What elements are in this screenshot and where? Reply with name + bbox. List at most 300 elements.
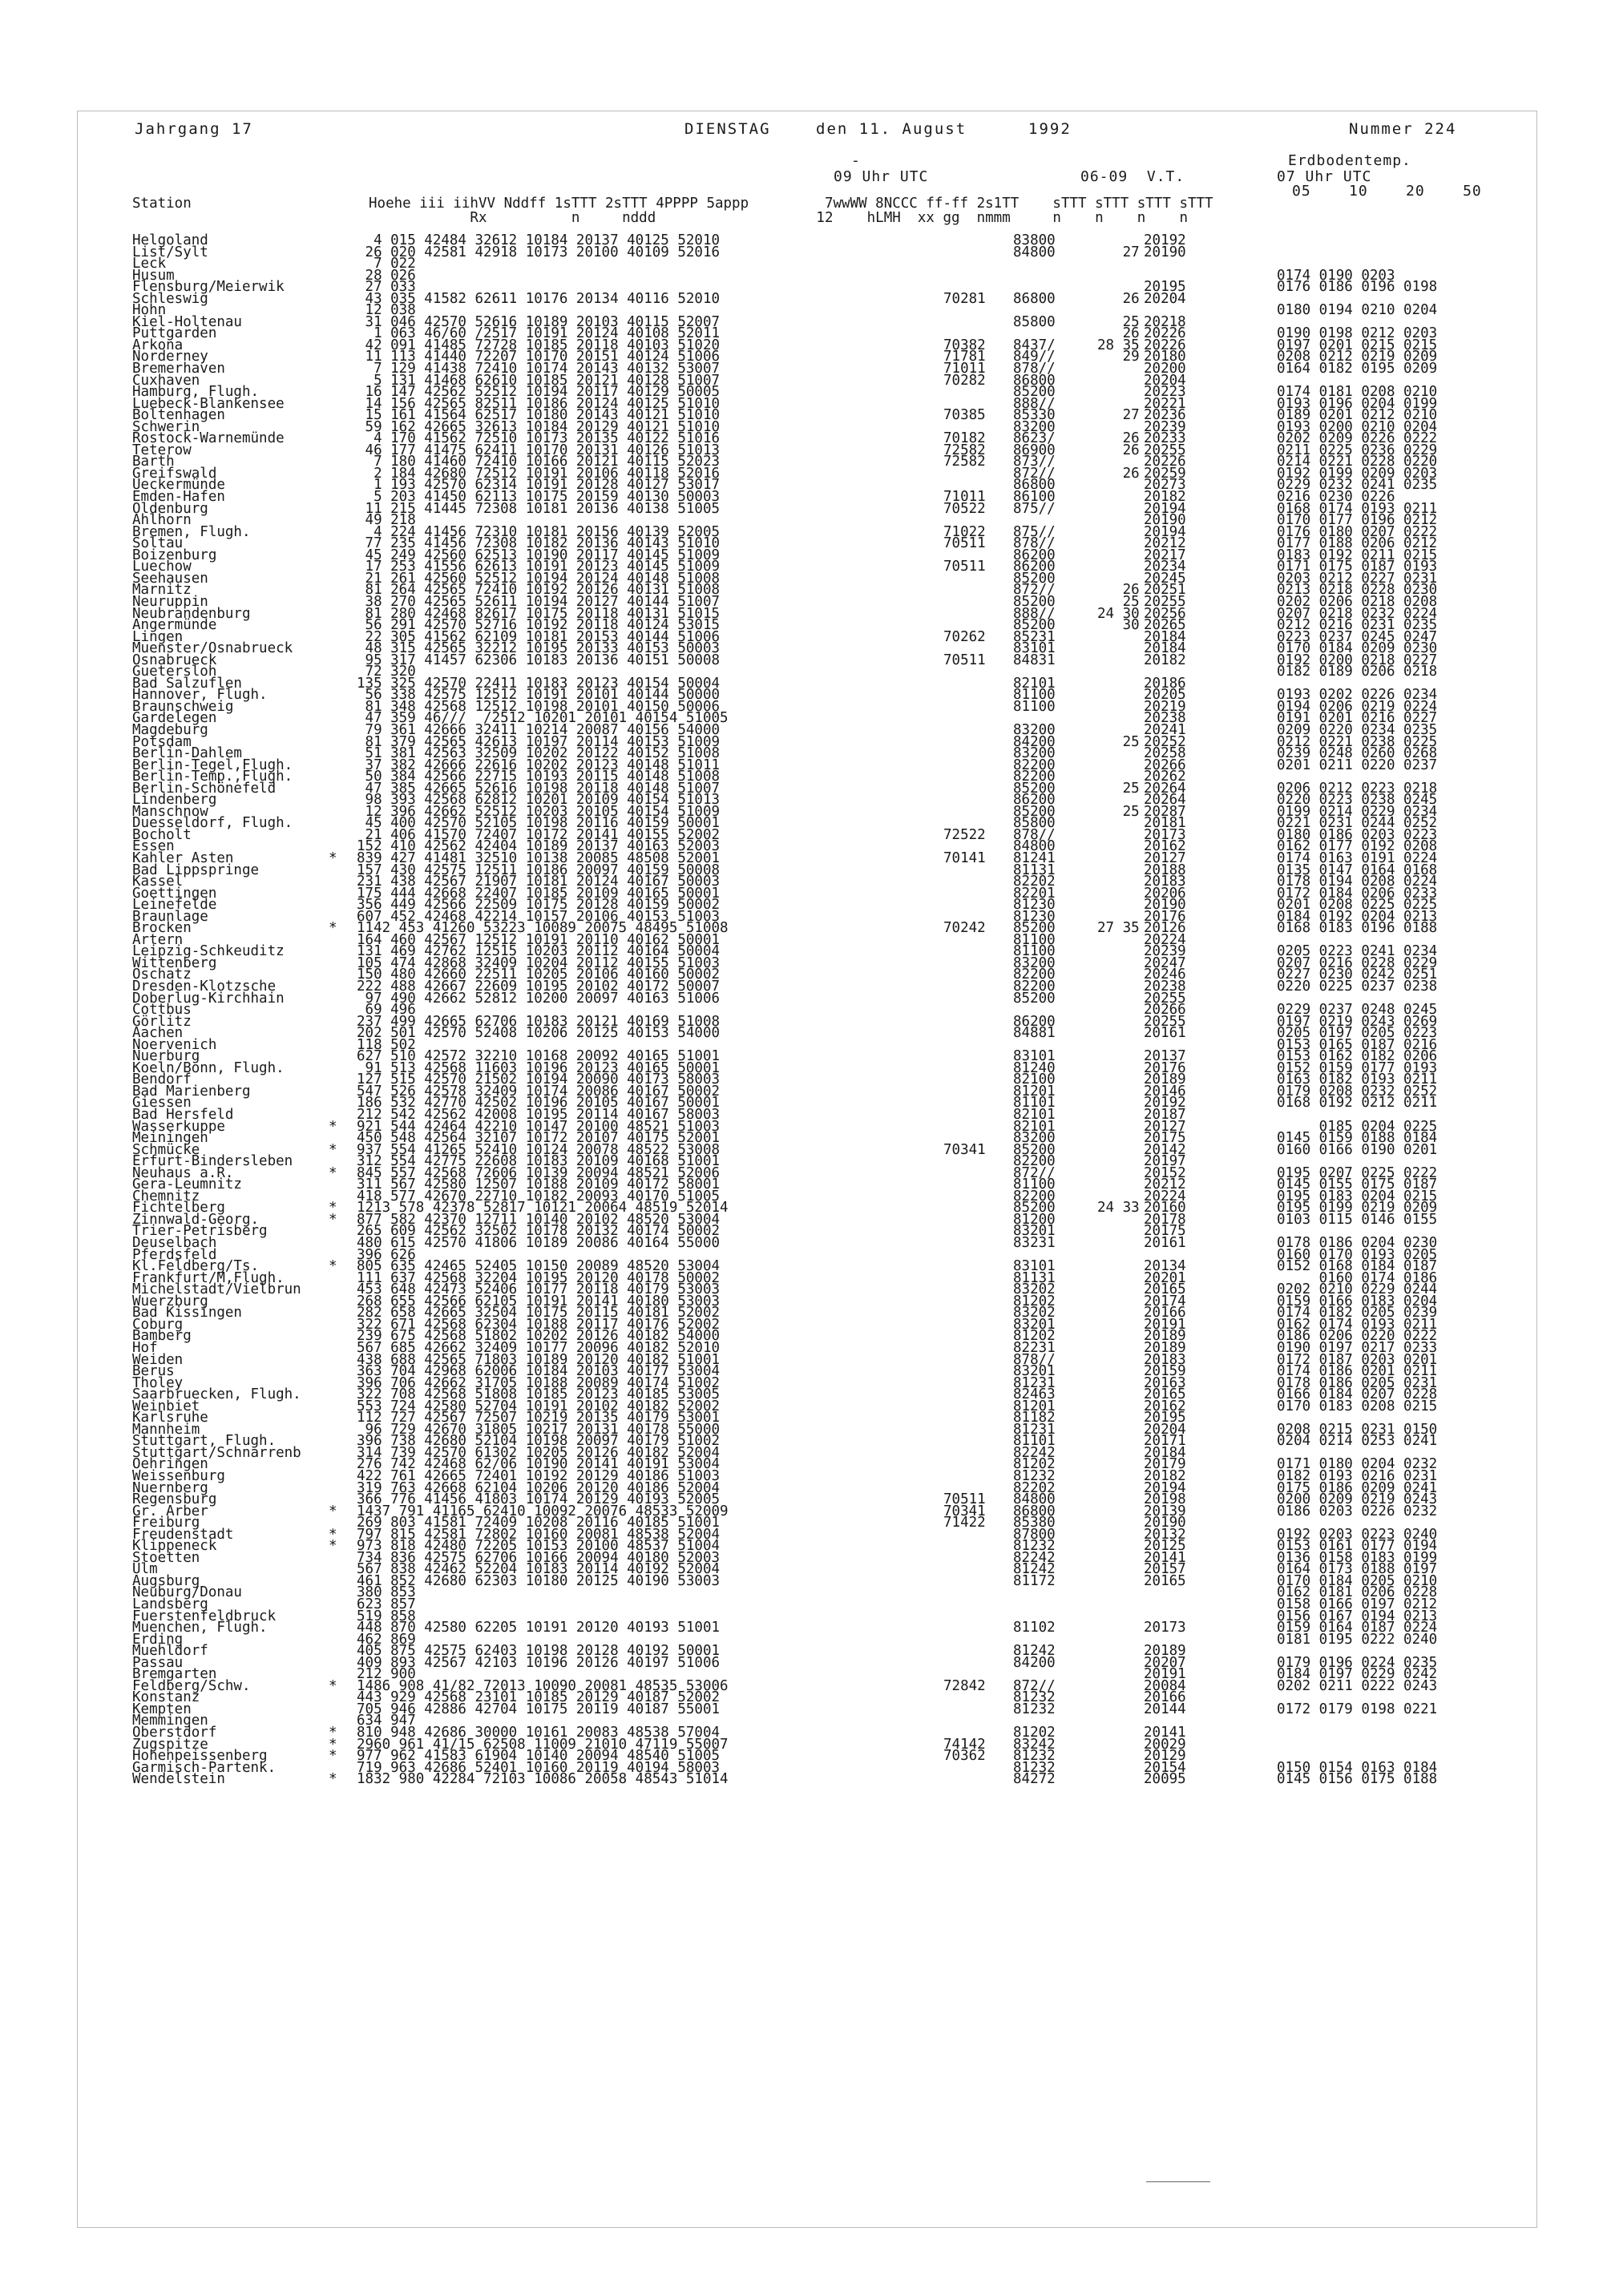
station-name: Norderney [132, 349, 208, 365]
station-name: List/Sylt [132, 244, 208, 260]
station-name: Hof [132, 1339, 158, 1356]
min-temp-group: 20173 [1144, 826, 1186, 843]
cloud-group: 873// [1013, 454, 1056, 470]
min-temp-group: 20226 [1144, 454, 1186, 470]
cloud-group: 872// [1013, 1164, 1056, 1181]
station-name: Osnabrueck [132, 652, 217, 668]
soil-temperatures: 0174 0190 0203 [1277, 267, 1395, 284]
min-temp-group: 20175 [1144, 1223, 1186, 1240]
soil-temperatures: 0185 0204 0225 [1277, 1118, 1438, 1135]
synop-groups: 79 361 42666 32411 10214 20087 40156 54000 [357, 721, 721, 738]
station-name: Marnitz [132, 582, 192, 599]
min-temp-group: 20165 [1144, 1572, 1186, 1589]
soil-temperatures: 0229 0232 0241 0235 [1277, 477, 1438, 494]
soil-temperatures: 0175 0186 0209 0241 [1277, 1479, 1438, 1496]
cloud-group: 81241 [1013, 849, 1056, 866]
station-name: Bocholt [132, 826, 192, 843]
synop-groups: 42 091 41485 72728 10185 20118 40103 51020 [357, 337, 721, 353]
soil-temperatures: 0191 0201 0216 0227 [1277, 710, 1438, 727]
min-temp-group: 20157 [1144, 1561, 1186, 1578]
synop-groups: 152 410 42562 42404 10189 20137 40163 52003 [357, 838, 721, 855]
min-temp-group: 20095 [1144, 1771, 1186, 1788]
synop-groups: 719 963 42686 52401 10160 20119 40194 58003 [357, 1759, 721, 1776]
cloud-group: 849// [1013, 349, 1056, 365]
soil-temperatures: 0192 0200 0218 0227 [1277, 652, 1438, 668]
station-name: Teterow [132, 442, 192, 458]
min-temp-group: 20139 [1144, 1503, 1186, 1519]
cloud-group: 86200 [1013, 547, 1056, 563]
weather-group: 70182 [943, 430, 986, 447]
soil-temperatures: 0195 0183 0204 0215 [1277, 1188, 1438, 1204]
station-name: Weinbiet [132, 1398, 200, 1414]
min-temp-group: 20161 [1144, 1235, 1186, 1252]
synop-groups: 734 836 42575 62706 10166 20094 40180 52003 [357, 1549, 721, 1566]
station-name: Wuerzburg [132, 1293, 208, 1309]
soil-temperatures: 0145 0156 0175 0188 [1277, 1771, 1438, 1788]
min-temp-group: 20181 [1144, 815, 1186, 832]
synop-groups: 276 742 42468 62/06 10190 20141 40191 53004 [357, 1456, 721, 1473]
synop-groups: 5 203 41450 62113 10175 20159 40130 50003 [357, 489, 721, 506]
min-temp-group: 20171 [1144, 1433, 1186, 1450]
soil-temperatures: 0172 0187 0203 0201 [1277, 1351, 1438, 1368]
soil-temperatures: 0182 0189 0206 0218 [1277, 664, 1438, 680]
soil-temperatures: 0160 0170 0193 0205 [1277, 1246, 1438, 1263]
jahrgang-label: Jahrgang 17 [135, 120, 253, 138]
station-name: Lingen [132, 628, 184, 645]
cloud-group: 875// [1013, 500, 1056, 517]
synop-groups: 105 474 42868 32409 10204 20112 40155 51003 [357, 954, 721, 971]
soil-temp-time: 07 Uhr UTC [1277, 168, 1372, 185]
cloud-group: 82200 [1013, 769, 1056, 785]
cloud-group: 85200 [1013, 593, 1056, 610]
weather-group: 70385 [943, 407, 986, 424]
cloud-group: 86800 [1013, 477, 1056, 494]
cloud-group: 83201 [1013, 1363, 1056, 1380]
synop-groups: 312 554 42775 22608 10183 20109 40168 51001 [357, 1153, 721, 1170]
soil-temperatures: 0171 0175 0187 0193 [1277, 559, 1438, 575]
synop-groups: 50 384 42566 22715 10193 20115 40148 51008 [357, 769, 721, 785]
station-name: Guetersloh [132, 664, 217, 680]
cloud-group: 83101 [1013, 1048, 1056, 1065]
soil-temperatures: 0160 0174 0186 [1277, 1269, 1438, 1286]
synop-groups: 363 704 42968 62006 10184 20103 40177 53004 [357, 1363, 721, 1380]
synop-groups: 805 635 42465 52405 10150 20089 48520 53004 [357, 1258, 721, 1275]
station-name: Weiden [132, 1351, 184, 1368]
soil-temperatures: 0168 0192 0212 0211 [1277, 1095, 1438, 1112]
min-temp-group: 20190 [1144, 1515, 1186, 1531]
min-temp-group: 20204 [1144, 290, 1186, 307]
soil-temperatures: 0220 0225 0237 0238 [1277, 979, 1438, 995]
soil-temperatures: 0168 0174 0193 0211 [1277, 500, 1438, 517]
station-name: Muehldorf [132, 1643, 208, 1660]
cloud-group: 84272 [1013, 1771, 1056, 1788]
synop-groups: 21 261 42560 52512 10194 20124 40148 51008 [357, 570, 721, 587]
cloud-group: 82463 [1013, 1386, 1056, 1403]
soil-temperatures: 0202 0209 0226 0222 [1277, 430, 1438, 447]
synop-groups: 98 393 42568 62812 10201 20109 40154 51013 [357, 792, 721, 809]
station-name: Bremen, Flugh. [132, 523, 251, 540]
table-row [0, 1677, 1603, 1694]
synop-groups: 5 131 41468 62610 10185 20121 40128 51007 [357, 372, 721, 389]
min-temp-group: 20029 [1144, 1736, 1186, 1753]
cloud-group: 82231 [1013, 1339, 1056, 1356]
min-temp-group: 20266 [1144, 757, 1186, 773]
synop-groups: 973 818 42480 72205 10153 20100 48537 51004 [357, 1538, 721, 1555]
synop-groups: 222 488 42667 22609 10195 20102 40172 50007 [357, 979, 721, 995]
soil-temperatures: 0192 0199 0209 0203 [1277, 465, 1438, 482]
weather-group: 74142 [943, 1736, 986, 1753]
station-name: Hamburg, Flugh. [132, 384, 260, 401]
synop-groups: 97 490 42662 52812 10200 20097 40163 51006 [357, 990, 721, 1007]
station-name: Zugspitze [132, 1736, 208, 1753]
min-temp-group: 20178 [1144, 1211, 1186, 1228]
cloud-group: 875// [1013, 523, 1056, 540]
soil-temperatures: 0205 0197 0205 0223 [1277, 1025, 1438, 1042]
synop-groups: 422 761 42665 72401 10192 20129 40186 51003 [357, 1467, 721, 1484]
synop-groups: 1142 453 41260 53223 10089 20075 48495 51008 [357, 920, 729, 937]
station-name: Stoetten [132, 1549, 200, 1566]
min-temp-group: 20226 [1144, 325, 1186, 342]
min-temp-group: 20224 [1144, 931, 1186, 948]
min-temp-group: 20173 [1144, 1620, 1186, 1636]
station-name: Magdeburg [132, 721, 208, 738]
min-temp-group: 20152 [1144, 1164, 1186, 1181]
cloud-group: 85200 [1013, 803, 1056, 820]
synop-groups: 4 015 42484 32612 10184 20137 40125 52010 [357, 232, 721, 248]
synop-groups: 462 869 [357, 1631, 416, 1648]
elevated-station-marker: * [329, 1677, 337, 1694]
station-name: Giessen [132, 1095, 192, 1112]
station-name: Garmisch-Partenk. [132, 1759, 277, 1776]
vt-label: 06-09 V.T. [1080, 168, 1185, 185]
soil-temperatures: 0170 0184 0205 0210 [1277, 1572, 1438, 1589]
gust-group: 27 [1097, 244, 1140, 260]
soil-temperatures: 0171 0180 0204 0232 [1277, 1456, 1438, 1473]
min-temp-group: 20247 [1144, 954, 1186, 971]
dash-mark: - [851, 152, 861, 169]
soil-temperatures: 0145 0155 0175 0187 [1277, 1176, 1438, 1193]
synop-groups: 37 382 42666 22616 10202 20123 40148 51011 [357, 757, 721, 773]
min-temp-group: 20195 [1144, 279, 1186, 296]
table-row [0, 1503, 1603, 1519]
synop-groups: 237 499 42665 62706 10183 20121 40169 51008 [357, 1013, 721, 1030]
synop-groups: 1832 980 42284 72103 10086 20058 48543 51014 [357, 1771, 729, 1788]
synop-groups: 282 658 42665 32504 10175 20115 40181 52002 [357, 1305, 721, 1322]
station-name: Angermünde [132, 617, 217, 634]
min-temp-group: 20190 [1144, 512, 1186, 529]
cloud-group: 81202 [1013, 1725, 1056, 1741]
cloud-group: 85200 [1013, 1200, 1056, 1217]
cloud-group: 81101 [1013, 1095, 1056, 1112]
synop-groups: 81 264 42565 72410 10192 20126 40131 51008 [357, 582, 721, 599]
cloud-group: 85200 [1013, 780, 1056, 797]
cloud-group: 85330 [1013, 407, 1056, 424]
cloud-group: 878// [1013, 535, 1056, 552]
soil-temperatures: 0182 0193 0216 0231 [1277, 1467, 1438, 1484]
cloud-group: 85231 [1013, 628, 1056, 645]
cloud-group: 84831 [1013, 652, 1056, 668]
min-temp-group: 20191 [1144, 1666, 1186, 1683]
gust-group: 24 33 [1097, 1200, 1140, 1217]
soil-temperatures: 0176 0180 0207 0222 [1277, 523, 1438, 540]
station-name: Braunschweig [132, 698, 234, 715]
cloud-group: 83242 [1013, 1736, 1056, 1753]
station-name: Oldenburg [132, 500, 208, 517]
min-temp-group: 20189 [1144, 1339, 1186, 1356]
station-name: Freiburg [132, 1515, 200, 1531]
min-temp-group: 20266 [1144, 1002, 1186, 1019]
station-name: Pferdsfeld [132, 1246, 217, 1263]
weather-group: 70281 [943, 290, 986, 307]
min-temp-group: 20184 [1144, 640, 1186, 657]
elevated-station-marker: * [329, 1736, 337, 1753]
weather-group: 70282 [943, 372, 986, 389]
soil-temperatures: 0153 0162 0182 0206 [1277, 1048, 1438, 1065]
min-temp-group: 20217 [1144, 547, 1186, 563]
synop-groups: 418 577 42670 22710 10182 20093 40170 51005 [357, 1188, 721, 1204]
soil-temperatures: 0172 0179 0198 0221 [1277, 1701, 1438, 1717]
weather-group: 70341 [943, 1503, 986, 1519]
synop-groups: 111 637 42568 32204 10195 20120 40178 50002 [357, 1269, 721, 1286]
gust-group: 28 35 [1097, 337, 1140, 353]
soil-temperatures: 0193 0202 0226 0234 [1277, 687, 1438, 704]
station-name: Puttgarden [132, 325, 217, 342]
cloud-group: 85200 [1013, 1141, 1056, 1158]
synop-groups: 202 501 42570 52408 10206 20125 40153 54000 [357, 1025, 721, 1042]
synop-groups: 845 557 42568 72606 10139 20094 48521 52006 [357, 1164, 721, 1181]
soil-temperatures: 0221 0231 0244 0252 [1277, 815, 1438, 832]
min-temp-group: 20166 [1144, 1689, 1186, 1706]
soil-temperatures: 0216 0230 0226 [1277, 489, 1395, 506]
cloud-group: 81100 [1013, 931, 1056, 948]
cloud-group: 81232 [1013, 1759, 1056, 1776]
soil-temperatures: 0205 0223 0241 0234 [1277, 943, 1438, 960]
min-temp-group: 20241 [1144, 721, 1186, 738]
cloud-group: 81102 [1013, 1620, 1056, 1636]
min-temp-group: 20204 [1144, 372, 1186, 389]
station-name: Berlin-Temp.,Flugh. [132, 769, 293, 785]
cloud-group: 83231 [1013, 1235, 1056, 1252]
synop-groups: 12 038 [357, 302, 416, 319]
table-row [0, 1701, 1603, 1717]
cloud-group: 83800 [1013, 232, 1056, 248]
synop-groups: 1 193 42570 62314 10191 20128 40127 53017 [357, 477, 721, 494]
station-name: Lindenberg [132, 792, 217, 809]
soil-temperatures: 0177 0188 0206 0212 [1277, 535, 1438, 552]
cloud-group: 82200 [1013, 1188, 1056, 1204]
min-temp-group: 20141 [1144, 1549, 1186, 1566]
synop-groups: 380 853 [357, 1584, 416, 1601]
station-name: Mannheim [132, 1421, 200, 1438]
elevated-station-marker: * [329, 1725, 337, 1741]
soil-temperatures: 0174 0186 0201 0211 [1277, 1363, 1438, 1380]
synop-groups: 356 449 42566 22509 10175 20128 40159 50002 [357, 897, 721, 914]
soil-temperatures: 0164 0173 0188 0197 [1277, 1561, 1438, 1578]
soil-temperatures: 0170 0183 0208 0215 [1277, 1398, 1438, 1414]
min-temp-group: 20256 [1144, 605, 1186, 622]
cloud-group: 83200 [1013, 721, 1056, 738]
synop-groups: 212 900 [357, 1666, 416, 1683]
cloud-group: 83200 [1013, 418, 1056, 435]
synop-groups: 797 815 42581 72802 10160 20081 48538 52004 [357, 1526, 721, 1543]
station-name: Goettingen [132, 885, 217, 902]
soil-temperatures: 0207 0218 0232 0224 [1277, 605, 1438, 622]
gust-group: 26 [1097, 430, 1140, 447]
min-temp-group: 20184 [1144, 628, 1186, 645]
synop-groups: 231 438 42567 21907 10181 20124 40167 50003 [357, 874, 721, 890]
synop-groups: 396 738 42680 52104 10198 20097 40179 51002 [357, 1433, 721, 1450]
min-temp-group: 20134 [1144, 1258, 1186, 1275]
station-name: Oschatz [132, 966, 192, 983]
soil-temperatures: 0156 0167 0194 0213 [1277, 1608, 1438, 1624]
cloud-group: 86900 [1013, 442, 1056, 458]
soil-temperatures: 0145 0159 0188 0184 [1277, 1130, 1438, 1147]
cloud-group: 82200 [1013, 979, 1056, 995]
cloud-group: 872// [1013, 582, 1056, 599]
synop-groups: 72 320 [357, 664, 416, 680]
table-row [0, 244, 1603, 260]
soil-temperatures: 0209 0220 0234 0235 [1277, 721, 1438, 738]
synop-groups: 112 727 42567 72507 10219 20135 40179 53001 [357, 1410, 721, 1426]
synop-groups: 319 763 42668 62104 10206 20120 40186 52004 [357, 1479, 721, 1496]
min-temp-group: 20146 [1144, 1083, 1186, 1100]
synop-groups: 186 532 42770 42502 10196 20105 40167 50001 [357, 1095, 721, 1112]
cloud-group: 85200 [1013, 384, 1056, 401]
synop-groups: 314 739 42570 61302 10205 20126 40182 52004 [357, 1444, 721, 1461]
station-name: Weissenburg [132, 1467, 225, 1484]
min-temp-group: 20175 [1144, 1130, 1186, 1147]
cloud-group: 85800 [1013, 815, 1056, 832]
station-name: Karlsruhe [132, 1410, 208, 1426]
soil-temperatures: 0179 0208 0232 0252 [1277, 1083, 1438, 1100]
column-header-row-1: Station Hoehe iii iihVV Nddff 1sTTT 2sTTT 4PPPP 5appp 7wwWW 8NCCC ff-ff 2s1TT sTTT sTTT sTTT sTTT [132, 196, 1213, 212]
soil-temperatures: 0214 0221 0228 0220 [1277, 454, 1438, 470]
soil-temperatures: 0192 0203 0223 0240 [1277, 1526, 1438, 1543]
weather-group: 70262 [943, 628, 986, 645]
soil-temperatures: 0178 0186 0204 0230 [1277, 1235, 1438, 1252]
soil-temperatures: 0164 0182 0195 0209 [1277, 361, 1438, 377]
soil-temperatures: 0203 0212 0227 0231 [1277, 570, 1438, 587]
min-temp-group: 20218 [1144, 313, 1186, 330]
station-name: Ueckermünde [132, 477, 225, 494]
soil-temperatures: 0172 0184 0206 0233 [1277, 885, 1438, 902]
min-temp-group: 20245 [1144, 570, 1186, 587]
soil-temperatures: 0162 0177 0192 0208 [1277, 838, 1438, 855]
min-temp-group: 20246 [1144, 966, 1186, 983]
soil-temperatures: 0194 0206 0219 0224 [1277, 698, 1438, 715]
soil-temperatures: 0197 0201 0215 0215 [1277, 337, 1438, 353]
cloud-group: 81232 [1013, 1689, 1056, 1706]
synop-groups: 409 893 42567 42103 10196 20126 40197 51006 [357, 1654, 721, 1671]
soil-temperatures: 0206 0212 0223 0218 [1277, 780, 1438, 797]
station-name: Essen [132, 838, 175, 855]
synop-groups: 131 469 42762 12515 10203 20112 40164 50004 [357, 943, 721, 960]
cloud-group: 86800 [1013, 1503, 1056, 1519]
cloud-group: 888// [1013, 605, 1056, 622]
synop-groups: 405 875 42575 62403 10198 20128 40192 50001 [357, 1643, 721, 1660]
cloud-group: 81202 [1013, 1456, 1056, 1473]
station-name: Klippeneck [132, 1538, 217, 1555]
bottom-rule [1146, 2181, 1210, 2182]
min-temp-group: 20160 [1144, 1200, 1186, 1217]
cloud-group: 81240 [1013, 1059, 1056, 1076]
gust-group: 25 [1097, 733, 1140, 750]
table-row [0, 1095, 1603, 1112]
soil-temperatures: 0212 0216 0231 0235 [1277, 617, 1438, 634]
soil-temperatures: 0227 0230 0242 0251 [1277, 966, 1438, 983]
min-temp-group: 20126 [1144, 920, 1186, 937]
cloud-group: 878// [1013, 1351, 1056, 1368]
min-temp-group: 20223 [1144, 384, 1186, 401]
synop-groups: 51 381 42563 32509 10202 20122 40152 51008 [357, 745, 721, 762]
weather-group: 72582 [943, 454, 986, 470]
station-name: Kiel-Holtenau [132, 313, 242, 330]
station-name: Kempten [132, 1701, 192, 1717]
weather-group: 71781 [943, 349, 986, 365]
synop-groups: 567 838 42462 52204 10183 20114 40192 52004 [357, 1561, 721, 1578]
station-name: Berlin-Tegel,Flugh. [132, 757, 293, 773]
cloud-group: 83200 [1013, 1130, 1056, 1147]
cloud-group: 85200 [1013, 990, 1056, 1007]
station-name: Kl.Feldberg/Ts. [132, 1258, 260, 1275]
cloud-group: 84800 [1013, 1491, 1056, 1508]
min-temp-group: 20189 [1144, 1071, 1186, 1088]
min-temp-group: 20127 [1144, 849, 1186, 866]
station-name: Hohn [132, 302, 167, 319]
synop-groups: 95 317 41457 62306 10183 20136 40151 50008 [357, 652, 721, 668]
station-name: Cottbus [132, 1002, 192, 1019]
station-name: Barth [132, 454, 175, 470]
synop-groups: 7 129 41438 72410 10174 20143 40132 53007 [357, 361, 721, 377]
min-temp-group: 20190 [1144, 244, 1186, 260]
min-temp-group: 20188 [1144, 862, 1186, 878]
soil-temperatures: 0152 0168 0184 0187 [1277, 1258, 1438, 1275]
station-name: Neuruppin [132, 593, 208, 610]
table-row [0, 1398, 1603, 1414]
synop-groups: 91 513 42568 11603 10196 20123 40165 50001 [357, 1059, 721, 1076]
station-name: Chemnitz [132, 1188, 200, 1204]
station-name: Wasserkuppe [132, 1118, 225, 1135]
elevated-station-marker: * [329, 1748, 337, 1765]
station-name: Saarbruecken, Flugh. [132, 1386, 301, 1403]
table-row [0, 920, 1603, 937]
station-name: Gr. Arber [132, 1503, 208, 1519]
station-name: Soltau [132, 535, 184, 552]
cloud-group: 86200 [1013, 1013, 1056, 1030]
station-name: Kassel [132, 874, 184, 890]
synop-groups: 45 400 42570 52105 10198 20116 40159 50001 [357, 815, 721, 832]
cloud-group: 872// [1013, 465, 1056, 482]
station-name: Bremerhaven [132, 361, 225, 377]
synop-groups: 11 215 41445 72308 10181 20136 40138 51005 [357, 500, 721, 517]
cloud-group: 86100 [1013, 489, 1056, 506]
cloud-group: 87800 [1013, 1526, 1056, 1543]
cloud-group: 81230 [1013, 897, 1056, 914]
synop-groups: 14 156 42565 82511 10186 20124 40125 51010 [357, 395, 721, 412]
min-temp-group: 20206 [1144, 885, 1186, 902]
soil-temperatures: 0190 0198 0212 0203 [1277, 325, 1438, 342]
station-name: Konstanz [132, 1689, 200, 1706]
min-temp-group: 20142 [1144, 1141, 1186, 1158]
station-name: Boizenburg [132, 547, 217, 563]
station-name: Ulm [132, 1561, 158, 1578]
cloud-group: 81202 [1013, 1328, 1056, 1345]
station-name: Aachen [132, 1025, 184, 1042]
min-temp-group: 20137 [1144, 1048, 1186, 1065]
table-row [0, 1715, 1603, 1727]
min-temp-group: 20127 [1144, 1118, 1186, 1135]
min-temp-group: 20252 [1144, 733, 1186, 750]
